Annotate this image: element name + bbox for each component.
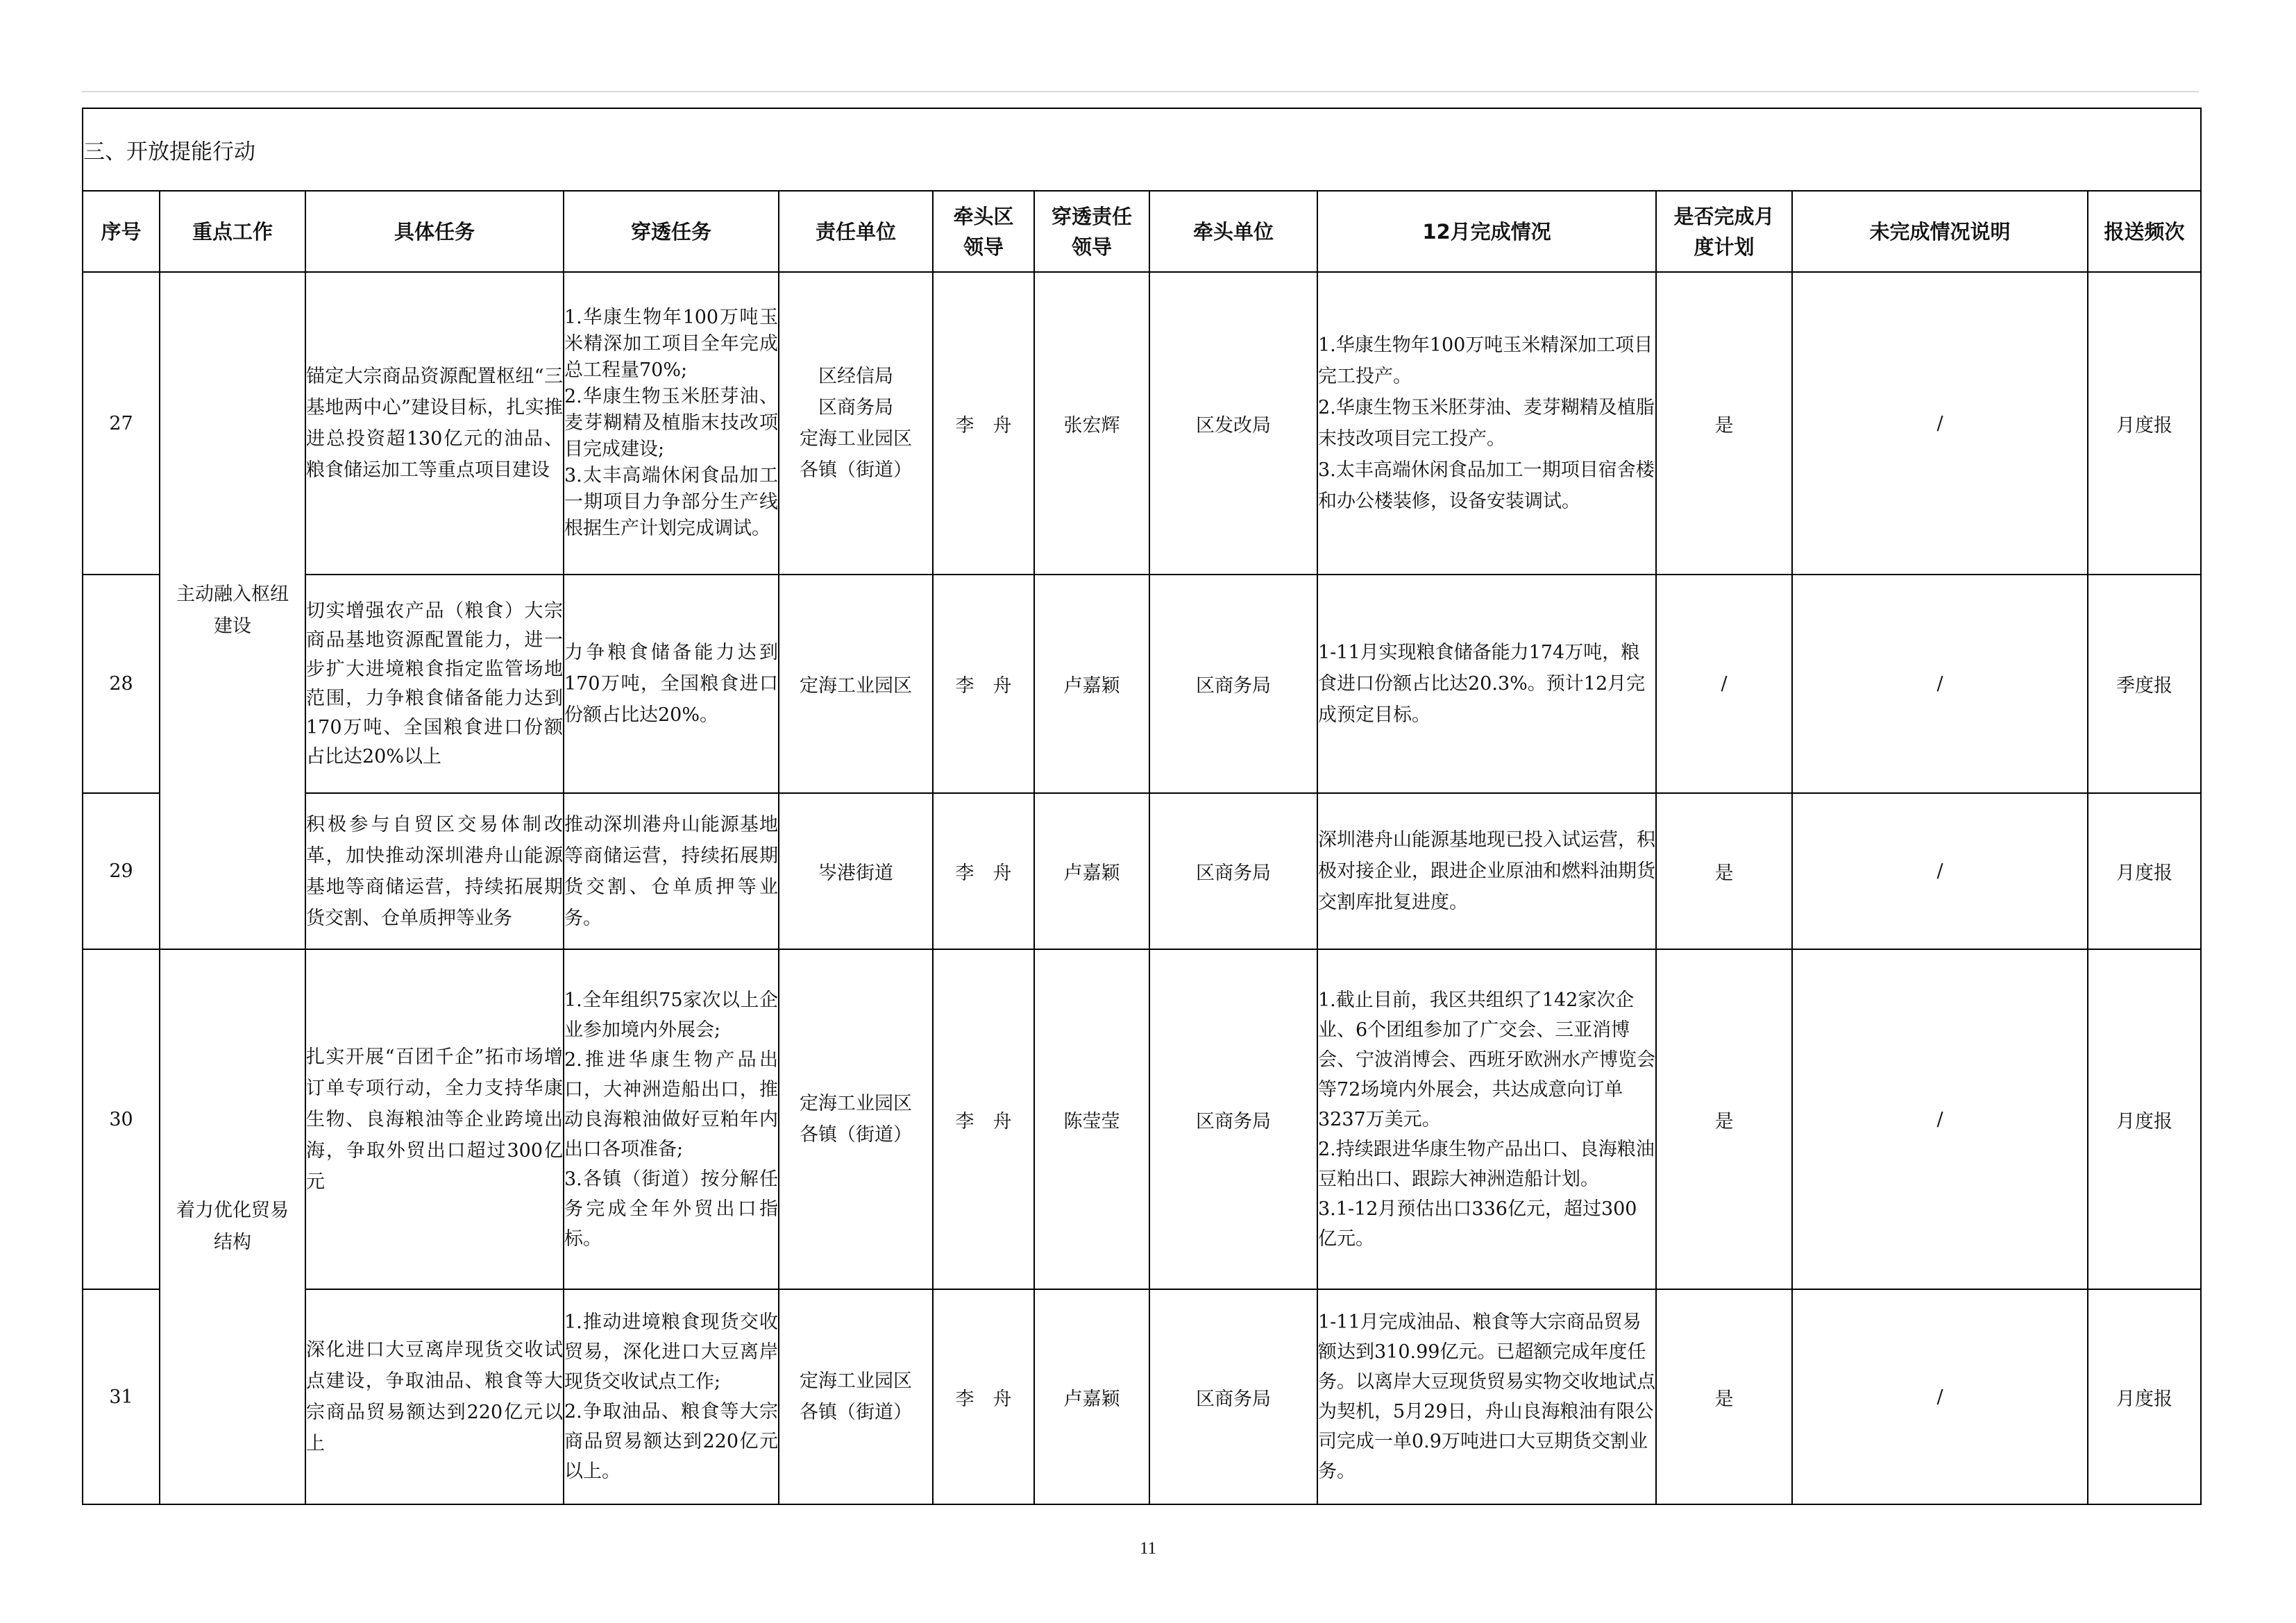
row-no: 29 [83,793,160,949]
status-item: 3.1-12月预估出口336亿元，超过300亿元。 [1318,1198,1637,1250]
sub-task-item: 1.全年组织75家次以上企业参加境内外展会; [564,989,778,1041]
unit-line: 各镇（街道） [800,1124,912,1146]
row-note: / [1792,793,2088,949]
row-pen-leader: 卢嘉颖 [1034,575,1149,793]
row-status [1317,793,1656,949]
row-sub-task [564,793,779,949]
row-status [1317,575,1656,793]
row-freq: 月度报 [2088,949,2201,1289]
table-row [83,793,2201,949]
header-note: 未完成情况说明 [1792,191,2088,272]
status-item: 1.截止目前，我区共组织了142家次企业、6个团组参加了广交会、三亚消博会、宁波消博会、西班牙欧洲水产博览会等72场境内外展会，共达成意向订单3237万美元。 [1318,989,1655,1130]
status-item: 2.持续跟进华康生物产品出口、良海粮油豆粕出口、跟踪大神洲造船计划。 [1318,1138,1655,1190]
row-resp-unit [779,575,933,793]
row-task: 深化进口大豆离岸现货交收试点建设，争取油品、粮食等大宗商品贸易额达到220亿元以上 [305,1289,564,1504]
row-no: 30 [83,949,160,1289]
row-no: 27 [83,272,160,575]
status-item: 2.华康生物玉米胚芽油、麦芽糊精及植脂末技改项目完工投产。 [1318,397,1655,450]
row-lead-leader: 李 舟 [933,1289,1034,1504]
row-resp-unit [779,272,933,575]
row-no: 28 [83,575,160,793]
row-lead-leader: 李 舟 [933,272,1034,575]
table-row [83,1289,2201,1504]
unit-line: 区商务局 [818,397,893,418]
header-done-line: 度计划 [1694,235,1755,259]
row-done: 是 [1656,793,1792,949]
row-done: / [1656,575,1792,793]
row-sub-task [564,575,779,793]
table-row [83,575,2201,793]
table-header-row [83,191,2201,272]
header-pen-leader-line: 领导 [1071,235,1112,259]
row-sub-task [564,272,779,575]
table-row [83,272,2201,575]
row-freq: 月度报 [2088,793,2201,949]
header-key-work: 重点工作 [160,191,305,272]
unit-line: 定海工业园区 [800,675,912,697]
group-name: 主动融入枢纽建设 [160,272,305,949]
unit-line: 定海工业园区 [800,1370,912,1392]
sub-task-item: 1.推动进境粮食现货交收贸易，深化进口大豆离岸现货交收试点工作; [564,1311,778,1393]
row-done: 是 [1656,272,1792,575]
row-resp-unit [779,793,933,949]
table-row [83,949,2201,1289]
row-resp-unit [779,949,933,1289]
row-lead-leader: 李 舟 [933,793,1034,949]
status-item: 深圳港舟山能源基地现已投入试运营，积极对接企业，跟进企业原油和燃料油期货交割库批复进度。 [1318,829,1655,913]
sub-task-item: 2.华康生物玉米胚芽油、麦芽糊精及植脂末技改项目完成建设; [564,386,778,460]
header-no: 序号 [83,191,160,272]
row-task: 积极参与自贸区交易体制改革，加快推动深圳港舟山能源基地等商储运营，持续拓展期货交割、仓单质押等业务 [305,793,564,949]
row-pen-leader: 卢嘉颖 [1034,793,1149,949]
sub-task-item: 2.争取油品、粮食等大宗商品贸易额达到220亿元以上。 [564,1401,778,1482]
row-lead-unit: 区商务局 [1149,793,1317,949]
row-freq: 月度报 [2088,272,2201,575]
header-resp-unit: 责任单位 [779,191,933,272]
sub-task-item: 3.各镇（街道）按分解任务完成全年外贸出口指标。 [564,1168,778,1250]
unit-line: 区经信局 [818,366,893,387]
status-item: 1-11月实现粮食储备能力174万吨，粮食进口份额占比达20.3%。预计12月完成预定目标。 [1318,642,1646,726]
row-sub-task [564,1289,779,1504]
row-status [1317,272,1656,575]
sub-task-item: 1.华康生物年100万吨玉米精深加工项目全年完成总工程量70%; [564,307,778,381]
row-sub-task [564,949,779,1289]
row-status [1317,949,1656,1289]
header-done-line: 是否完成月 [1673,204,1775,228]
unit-line: 各镇（街道） [800,459,912,481]
row-pen-leader: 张宏辉 [1034,272,1149,575]
header-done [1656,191,1792,272]
header-freq: 报送频次 [2088,191,2201,272]
row-lead-unit: 区发改局 [1149,272,1317,575]
row-freq: 季度报 [2088,575,2201,793]
header-pen-leader-line: 穿透责任 [1051,204,1132,228]
status-item: 3.太丰高端休闲食品加工一期项目宿舍楼和办公楼装修，设备安装调试。 [1318,459,1655,512]
sub-task-item: 3.太丰高端休闲食品加工一期项目力争部分生产线根据生产计划完成调试。 [564,465,778,539]
unit-line: 各镇（街道） [800,1402,912,1423]
row-note: / [1792,1289,2088,1504]
row-resp-unit [779,1289,933,1504]
row-lead-leader: 李 舟 [933,575,1034,793]
row-note: / [1792,949,2088,1289]
header-rule [82,91,2199,92]
unit-line: 定海工业园区 [800,428,912,450]
group-name: 着力优化贸易结构 [160,949,305,1504]
row-task: 扎实开展“百团千企”拓市场增订单专项行动，全力支持华康生物、良海粮油等企业跨境出海，争取外贸出口超过300亿元 [305,949,564,1289]
row-note: / [1792,272,2088,575]
row-note: / [1792,575,2088,793]
header-lead-unit: 牵头单位 [1149,191,1317,272]
page-number: 11 [1139,1539,1157,1558]
row-task: 切实增强农产品（粮食）大宗商品基地资源配置能力，进一步扩大进境粮食指定监管场地范围，力争粮食储备能力达到170万吨、全国粮食进口份额占比达20%以上 [305,575,564,793]
row-lead-unit: 区商务局 [1149,575,1317,793]
status-item: 1-11月完成油品、粮食等大宗商品贸易额达到310.99亿元。已超额完成年度任务。以离岸大豆现货贸易实物交收地试点为契机，5月29日，舟山良海粮油有限公司完成一单0.9万吨进口大豆期货交割业务。 [1318,1311,1655,1482]
header-lead-leader-line: 领导 [963,235,1004,259]
row-pen-leader: 卢嘉颖 [1034,1289,1149,1504]
header-status: 12月完成情况 [1317,191,1656,272]
row-done: 是 [1656,949,1792,1289]
row-pen-leader: 陈莹莹 [1034,949,1149,1289]
row-no: 31 [83,1289,160,1504]
sub-task-item: 2.推进华康生物产品出口，大神洲造船出口，推动良海粮油做好豆粕年内出口各项准备; [564,1048,778,1160]
status-item: 1.华康生物年100万吨玉米精深加工项目完工投产。 [1318,334,1653,387]
sub-task-item: 力争粮食储备能力达到170万吨，全国粮食进口份额占比达20%。 [564,642,778,726]
row-lead-unit: 区商务局 [1149,1289,1317,1504]
row-task: 锚定大宗商品资源配置枢纽“三基地两中心”建设目标，扎实推进总投资超130亿元的油品、粮食储运加工等重点项目建设 [305,272,564,575]
header-task: 具体任务 [305,191,564,272]
row-lead-unit: 区商务局 [1149,949,1317,1289]
section-title: 三、开放提能行动 [83,108,2201,191]
row-freq: 月度报 [2088,1289,2201,1504]
header-sub-task: 穿透任务 [564,191,779,272]
header-lead-leader-line: 牵头区 [953,204,1014,228]
sub-task-item: 推动深圳港舟山能源基地等商储运营，持续拓展期货交割、仓单质押等业务。 [564,813,778,929]
work-plan-table [82,108,2202,1505]
row-done: 是 [1656,1289,1792,1504]
unit-line: 岑港街道 [818,863,893,884]
row-status [1317,1289,1656,1504]
unit-line: 定海工业园区 [800,1093,912,1114]
row-lead-leader: 李 舟 [933,949,1034,1289]
header-lead-leader [933,191,1034,272]
header-pen-leader [1034,191,1149,272]
